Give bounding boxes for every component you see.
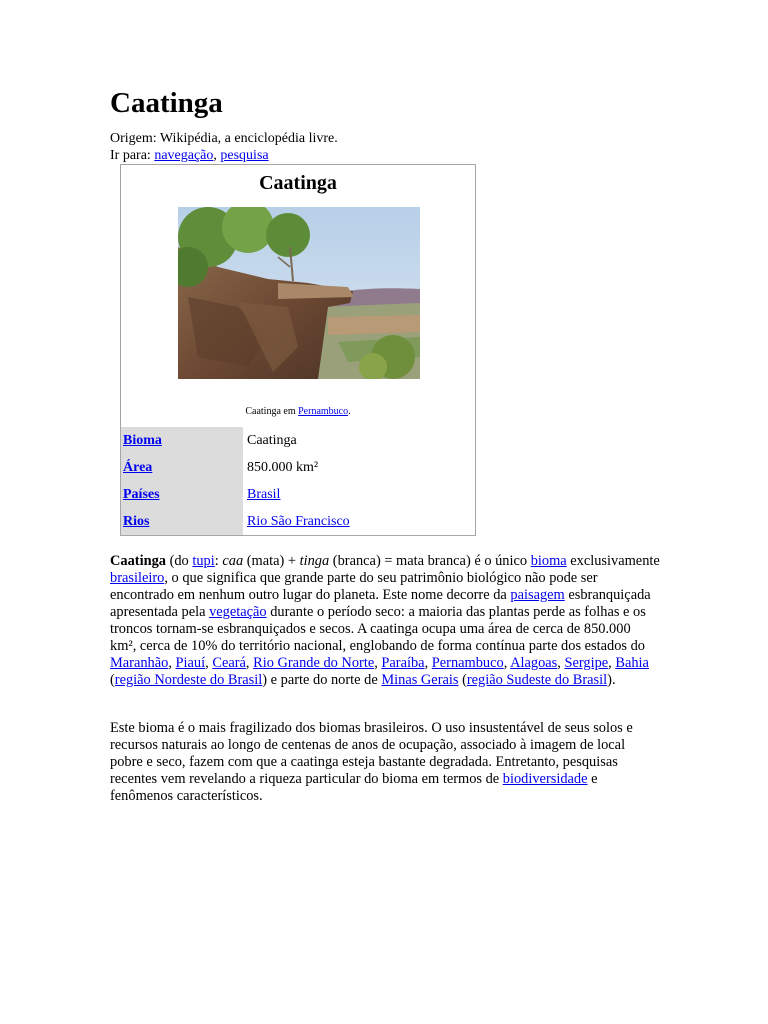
text: esbranquiçada apresentada pela	[110, 587, 651, 620]
rio-grande-do-norte-link[interactable]: Rio Grande do Norte	[253, 655, 375, 671]
infobox-title: Caatinga	[259, 172, 337, 194]
alagoas-link[interactable]: Alagoas	[510, 655, 558, 671]
infobox-row-bioma	[121, 427, 475, 454]
pernambuco-link[interactable]: Pernambuco	[431, 655, 504, 671]
bahia-link[interactable]: Bahia	[615, 655, 649, 671]
article-subject: Caatinga	[110, 553, 166, 569]
infobox-label	[121, 508, 243, 535]
regiao-sudeste-link[interactable]: região Sudeste do Brasil	[466, 672, 608, 688]
caption-pernambuco-link[interactable]: Pernambuco	[298, 406, 349, 417]
text: ).	[607, 672, 616, 688]
text: :	[214, 553, 223, 569]
infobox-row-area	[121, 454, 475, 481]
page-title: Caatinga	[110, 87, 223, 119]
maranhao-link[interactable]: Maranhão	[110, 655, 169, 671]
rios-label-link[interactable]: Rios	[123, 513, 150, 529]
infobox-label	[121, 454, 243, 481]
paraiba-link[interactable]: Paraíba	[381, 655, 425, 671]
infobox-label	[121, 481, 243, 508]
second-paragraph	[110, 720, 660, 805]
paises-label-link[interactable]: Países	[123, 486, 160, 502]
text: (branca) = mata branca) é o único	[329, 553, 531, 569]
text: (	[458, 672, 467, 688]
separator: ,	[245, 655, 254, 671]
caatinga-landscape-image	[178, 207, 420, 379]
brasil-link[interactable]: Brasil	[247, 486, 281, 502]
article-meta	[110, 130, 338, 164]
bioma-link[interactable]: bioma	[530, 553, 567, 569]
ceara-link[interactable]: Ceará	[212, 655, 246, 671]
infobox-row-paises	[121, 481, 475, 508]
piaui-link[interactable]: Piauí	[175, 655, 206, 671]
biodiversidade-link[interactable]: biodiversidade	[502, 771, 588, 787]
term-tinga: tinga	[299, 553, 330, 569]
navigation-link[interactable]: navegação	[154, 148, 214, 163]
search-link[interactable]: pesquisa	[220, 148, 269, 163]
term-caa: caa	[222, 553, 244, 569]
caption-text: Caatinga em	[245, 406, 299, 417]
text: durante o período seco: a maioria das plantas perde as folhas e os troncos tornam-se esbranquiçados e secos. A caatinga ocupa uma área de cerca de 850.000 km², cerca de 10% do território nacional, englobando de forma contínua parte dos estados do	[110, 604, 646, 654]
text: , o que significa que grande parte do seu patrimônio biológico não pode ser encontrado em nenhum outro lugar do planeta. Este nome decorre da	[110, 570, 598, 603]
jump-to-label: Ir para:	[110, 148, 155, 163]
infobox-value	[243, 508, 475, 535]
infobox-value	[243, 481, 475, 508]
origin-line: Origem: Wikipédia, a enciclopédia livre.	[110, 131, 338, 146]
infobox	[120, 164, 476, 536]
minas-gerais-link[interactable]: Minas Gerais	[381, 672, 459, 688]
infobox-caption	[121, 406, 475, 418]
infobox-label	[121, 427, 243, 454]
regiao-nordeste-link[interactable]: região Nordeste do Brasil	[114, 672, 263, 688]
rio-sao-francisco-link[interactable]: Rio São Francisco	[247, 513, 350, 529]
infobox-row-rios	[121, 508, 475, 535]
vegetacao-link[interactable]: vegetação	[209, 604, 267, 620]
separator: ,	[503, 655, 511, 671]
infobox-image[interactable]	[178, 207, 420, 379]
bioma-label-link[interactable]: Bioma	[123, 432, 162, 448]
text: ) e parte do norte de	[262, 672, 382, 688]
text: (do	[165, 553, 193, 569]
infobox-value: 850.000 km²	[247, 459, 319, 475]
text: exclusivamente	[566, 553, 660, 569]
separator: ,	[374, 655, 382, 671]
paisagem-link[interactable]: paisagem	[510, 587, 565, 603]
brasileiro-link[interactable]: brasileiro	[110, 570, 165, 586]
infobox-table	[121, 427, 475, 535]
jump-separator: ,	[213, 148, 221, 163]
jump-to-line	[110, 147, 338, 164]
separator: ,	[168, 655, 176, 671]
text: (mata) +	[243, 553, 300, 569]
separator: ,	[205, 655, 213, 671]
separator: ,	[557, 655, 565, 671]
text: (	[110, 672, 115, 688]
text: Este bioma é o mais fragilizado dos biomas brasileiros. O uso insustentável de seus solos e recursos naturais ao longo de centenas de anos de ocupação, associado à imagem de local pobre e seco, fazem com que a caatinga esteja bastante degradada. Entretanto, pesquisas recentes vem revelando a riqueza particular do bioma em termos de	[110, 720, 633, 787]
text: e fenômenos característicos.	[110, 771, 598, 804]
separator: ,	[424, 655, 432, 671]
tupi-link[interactable]: tupi	[192, 553, 215, 569]
area-label-link[interactable]: Área	[123, 459, 153, 475]
caption-end: .	[348, 406, 351, 417]
sergipe-link[interactable]: Sergipe	[564, 655, 609, 671]
infobox-value: Caatinga	[247, 432, 297, 448]
intro-paragraph	[110, 553, 660, 689]
separator: ,	[608, 655, 616, 671]
